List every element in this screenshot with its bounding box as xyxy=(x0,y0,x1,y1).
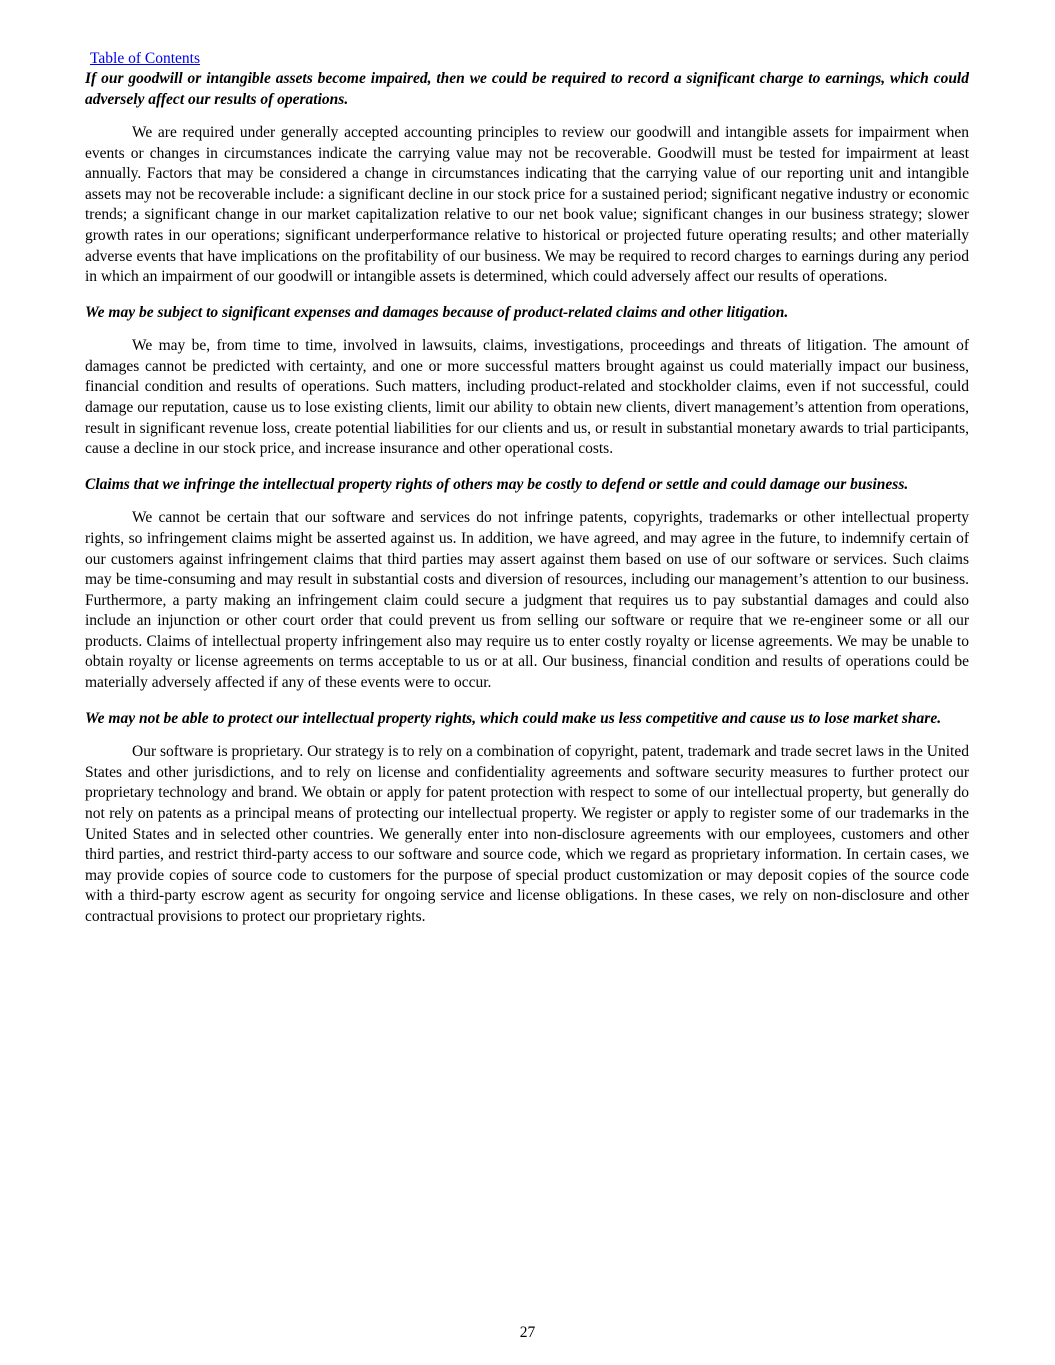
section-heading-product-claims: We may be subject to significant expenses and damages because of product-related claims and other litigation. xyxy=(85,303,789,321)
section-body-product-claims: We may be, from time to time, involved in lawsuits, claims, investigations, proceedings and threats of litigation. The amount of damages cannot be predicted with certainty, and one or more successful matters brought against us could materially impact our business, financial condition and results of operations. Such matters, including product-related and stockholder claims, even if not successful, could damage our reputation, cause us to lose existing clients, limit our ability to obtain new clients, divert management’s attention from operations, result in significant revenue loss, create potential liabilities for our clients and us, or result in substantial monetary awards to trial participants, cause a decline in our stock price, and increase insurance and other operational costs. xyxy=(85,337,969,458)
section-heading-ip-protection: We may not be able to protect our intellectual property rights, which could make us less competitive and cause us to lose market share. xyxy=(85,709,942,727)
section-heading-ip-infringement: Claims that we infringe the intellectual property rights of others may be costly to defend or settle and could damage our business. xyxy=(85,475,909,493)
section-heading-goodwill-impairment: If our goodwill or intangible assets become impaired, then we could be required to record a significant charge to earnings, which could adversely affect our results of operations. xyxy=(85,70,969,108)
page-number: 27 xyxy=(519,1324,536,1341)
section-body-ip-protection: Our software is proprietary. Our strategy is to rely on a combination of copyright, patent, trademark and trade secret laws in the United States and other jurisdictions, and to rely on license and confidentiality agreements and software security measures to further protect our proprietary technology and brand. We obtain or apply for patent protection with respect to some of our intellectual property, but generally do not rely on patents as a principal means of protecting our intellectual property. We register or apply to register some of our trademarks in the United States and in selected other countries. We generally enter into non-disclosure agreements with our employees, customers and other third parties, and restrict third-party access to our software and source code, which we regard as proprietary information. In certain cases, we may provide copies of source code to customers for the purpose of special product customization or may deposit copies of the source code with a third-party escrow agent as security for ongoing service and license obligations. In these cases, we rely on non-disclosure and other contractual provisions to protect our proprietary rights. xyxy=(85,743,969,925)
table-of-contents-link[interactable]: Table of Contents xyxy=(90,50,200,67)
section-body-ip-infringement: We cannot be certain that our software and services do not infringe patents, copyrights, trademarks or other intellectual property rights, so infringement claims might be asserted against us. In addition, we have agreed, and may agree in the future, to indemnify certain of our customers against infringement claims that third parties may assert against them based on use of our software or services. Such claims may be time-consuming and may result in substantial costs and diversion of resources, including our management’s attention to our business. Furthermore, a party making an infringement claim could secure a judgment that requires us to pay substantial damages and could also include an injunction or other court order that could prevent us from selling our software or require that we re-engineer some or all our products. Claims of intellectual property infringement also may require us to enter costly royalty or license agreements. We may be unable to obtain royalty or license agreements on terms acceptable to us or at all. Our business, financial condition and results of operations could be materially adversely affected if any of these events were to occur. xyxy=(85,509,969,692)
document-page xyxy=(85,49,969,928)
section-body-goodwill-impairment: We are required under generally accepted accounting principles to review our goodwill and intangible assets for impairment when events or changes in circumstances indicate the carrying value may not be recoverable. Goodwill must be tested for impairment at least annually. Factors that may be considered a change in circumstances indicating that the carrying value of our reporting unit and intangible assets may not be recoverable include: a significant decline in our stock price for a sustained period; significant negative industry or economic trends; a significant change in our market capitalization relative to our net book value; significant changes in our business strategy; slower growth rates in our operations; significant underperformance relative to historical or projected future operating results; and other materially adverse events that have implications on the profitability of our business. We may be required to record charges to earnings during any period in which an impairment of our goodwill or intangible assets is determined, which could adversely affect our results of operations. xyxy=(85,124,969,286)
